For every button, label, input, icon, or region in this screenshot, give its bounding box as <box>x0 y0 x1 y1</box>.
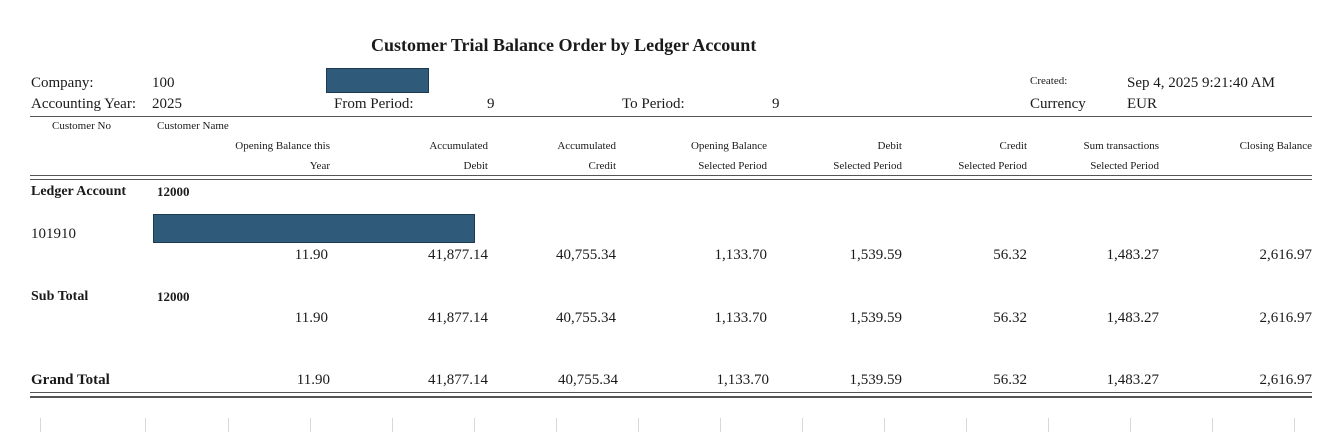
col-opening-this-year-1: Opening Balance this <box>235 140 330 152</box>
faint-tick <box>1294 418 1295 432</box>
currency-label: Currency <box>1030 96 1086 112</box>
customer-opening-selected: 1,133.70 <box>714 247 767 263</box>
grandtotal-credit-selected: 56.32 <box>993 372 1027 388</box>
company-value: 100 <box>152 75 175 91</box>
subtotal-label: Sub Total <box>31 289 89 304</box>
col-acc-debit-2: Debit <box>463 160 488 172</box>
company-label: Company: <box>31 75 94 91</box>
col-acc-credit-2: Credit <box>588 160 616 172</box>
subtotal-opening-this-year: 11.90 <box>294 310 328 326</box>
col-credit-selected-2: Selected Period <box>958 160 1027 172</box>
currency-value: EUR <box>1127 96 1157 112</box>
subtotal-acc-debit: 41,877.14 <box>428 310 488 326</box>
redacted-block <box>326 68 429 93</box>
faint-tick <box>1048 418 1049 432</box>
report-title: Customer Trial Balance Order by Ledger Account <box>371 35 757 55</box>
header-rule <box>30 116 1312 117</box>
created-label: Created: <box>1030 75 1068 87</box>
col-credit-selected-1: Credit <box>999 140 1027 152</box>
column-header-rule-bottom <box>30 179 1312 180</box>
faint-tick <box>802 418 803 432</box>
grandtotal-label: Grand Total <box>31 372 110 388</box>
from-period-label: From Period: <box>334 96 414 112</box>
col-acc-credit-1: Accumulated <box>557 140 616 152</box>
grandtotal-rule-bottom <box>30 396 1312 398</box>
ledger-account-number: 12000 <box>157 184 190 199</box>
subtotal-credit-selected: 56.32 <box>993 310 1027 326</box>
customer-acc-credit: 40,755.34 <box>556 247 616 263</box>
subtotal-closing-balance: 2,616.97 <box>1259 310 1312 326</box>
col-debit-selected-2: Selected Period <box>833 160 902 172</box>
grandtotal-sum-selected: 1,483.27 <box>1106 372 1159 388</box>
customer-credit-selected: 56.32 <box>993 247 1027 263</box>
col-opening-selected-2: Selected Period <box>698 160 767 172</box>
col-opening-this-year-2: Year <box>309 160 330 172</box>
subtotal-sum-selected: 1,483.27 <box>1106 310 1159 326</box>
created-value: Sep 4, 2025 9:21:40 AM <box>1127 75 1275 91</box>
subtotal-acc-credit: 40,755.34 <box>556 310 616 326</box>
faint-tick <box>638 418 639 432</box>
redacted-customer-name <box>153 214 475 243</box>
customer-acc-debit: 41,877.14 <box>428 247 488 263</box>
customer-number: 101910 <box>31 226 76 242</box>
ledger-account-label: Ledger Account <box>31 184 127 199</box>
faint-tick <box>392 418 393 432</box>
faint-tick <box>310 418 311 432</box>
grandtotal-debit-selected: 1,539.59 <box>849 372 902 388</box>
faint-tick <box>474 418 475 432</box>
col-acc-debit-1: Accumulated <box>429 140 488 152</box>
col-customer-no: Customer No <box>52 120 111 132</box>
faint-tick <box>720 418 721 432</box>
year-value: 2025 <box>152 96 182 112</box>
customer-opening-this-year: 11.90 <box>294 247 328 263</box>
customer-sum-selected: 1,483.27 <box>1106 247 1159 263</box>
faint-tick <box>1212 418 1213 432</box>
year-label: Accounting Year: <box>31 96 136 112</box>
col-opening-selected-1: Opening Balance <box>690 140 767 152</box>
col-debit-selected-1: Debit <box>877 140 902 152</box>
col-sum-selected-2: Selected Period <box>1090 160 1159 172</box>
column-header-rule-top <box>30 175 1312 176</box>
faint-tick <box>1130 418 1131 432</box>
subtotal-opening-selected: 1,133.70 <box>714 310 767 326</box>
col-customer-name: Customer Name <box>157 120 229 132</box>
grandtotal-acc-credit: 40,755.34 <box>558 372 618 388</box>
faint-tick <box>884 418 885 432</box>
to-period-value: 9 <box>772 96 780 112</box>
customer-debit-selected: 1,539.59 <box>849 247 902 263</box>
grandtotal-acc-debit: 41,877.14 <box>428 372 488 388</box>
faint-tick <box>145 418 146 432</box>
from-period-value: 9 <box>487 96 495 112</box>
customer-closing-balance: 2,616.97 <box>1259 247 1312 263</box>
col-closing-balance: Closing Balance <box>1239 140 1312 152</box>
grandtotal-opening-this-year: 11.90 <box>296 372 330 388</box>
to-period-label: To Period: <box>622 96 685 112</box>
col-sum-selected-1: Sum transactions <box>1083 140 1159 152</box>
faint-tick <box>966 418 967 432</box>
faint-tick <box>556 418 557 432</box>
faint-tick <box>40 418 41 432</box>
grandtotal-rule-top <box>30 392 1312 393</box>
grandtotal-opening-selected: 1,133.70 <box>716 372 769 388</box>
subtotal-account: 12000 <box>157 289 190 304</box>
subtotal-debit-selected: 1,539.59 <box>849 310 902 326</box>
grandtotal-closing-balance: 2,616.97 <box>1259 372 1312 388</box>
faint-tick <box>228 418 229 432</box>
